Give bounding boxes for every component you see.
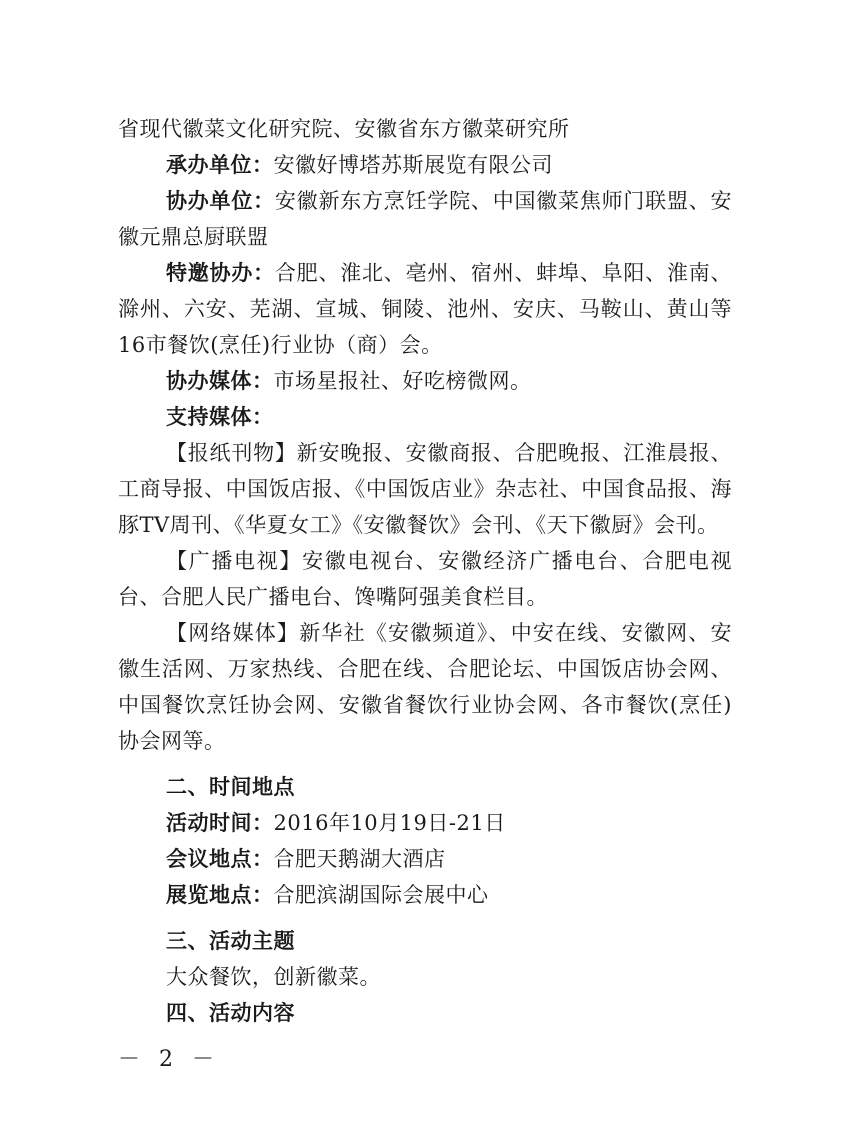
document-body xyxy=(118,111,732,1031)
event-time-value: 2016年10月19日-21日 xyxy=(273,811,506,835)
paragraph-special-co-organizer xyxy=(118,255,732,363)
expo-place-label: 展览地点： xyxy=(166,883,274,907)
section-heading-content: 四、活动内容 xyxy=(166,1001,295,1025)
section-heading-theme: 三、活动主题 xyxy=(166,929,295,953)
paragraph-support-media xyxy=(118,399,732,435)
paragraph-sponsor-continued: 省现代徽菜文化研究院、安徽省东方徽菜研究所 xyxy=(118,117,570,141)
paragraph-broadcast: 【广播电视】安徽电视台、安徽经济广播电台、合肥电视台、合肥人民广播电台、馋嘴阿强美食栏目。 xyxy=(118,549,732,609)
support-label: 支持媒体： xyxy=(166,405,274,429)
paragraph-co-media xyxy=(118,363,732,399)
paragraph-organizer xyxy=(118,147,732,183)
paragraph-meeting-place xyxy=(118,841,732,877)
media-value: 市场星报社、好吃榜微网。 xyxy=(273,369,532,393)
co-organizer-value: 安徽新东方烹饪学院、中国徽菜焦师门联盟、安徽元鼎总厨联盟 xyxy=(118,189,733,249)
section-heading-time-place: 二、时间地点 xyxy=(166,775,295,799)
paragraph-online-media: 【网络媒体】新华社《安徽频道》、中安在线、安徽网、安徽生活网、万家热线、合肥在线、合肥论坛、中国饭店协会网、中国餐饮烹饪协会网、安徽省餐饮行业协会网、各市餐饮(烹任)协会网等。 xyxy=(118,621,732,753)
event-time-label: 活动时间： xyxy=(166,811,274,835)
organizer-label: 承办单位： xyxy=(166,153,274,177)
paragraph-theme: 大众餐饮，创新徽菜。 xyxy=(166,965,381,989)
paragraph-event-time xyxy=(118,805,732,841)
expo-place-value: 合肥滨湖国际会展中心 xyxy=(273,883,489,907)
special-label: 特邀协办： xyxy=(166,261,275,285)
organizer-value: 安徽好博塔苏斯展览有限公司 xyxy=(273,153,553,177)
media-label: 协办媒体： xyxy=(166,369,274,393)
paragraph-co-organizer xyxy=(118,183,732,255)
paragraph-newspapers: 【报纸刊物】新安晚报、安徽商报、合肥晚报、江淮晨报、工商导报、中国饭店报、《中国饭店业》杂志社、中国食品报、海豚TV周刊、《华夏女工》《安徽餐饮》会刊、《天下徽厨》会刊。 xyxy=(118,441,732,537)
meeting-place-value: 合肥天鹅湖大酒店 xyxy=(273,847,446,871)
co-organizer-label: 协办单位： xyxy=(166,189,275,213)
page-number: － 2 － xyxy=(118,1047,220,1072)
special-value: 合肥、淮北、亳州、宿州、蚌埠、阜阳、淮南、滁州、六安、芜湖、宣城、铜陵、池州、安庆、马鞍山、黄山等16市餐饮(烹任)行业协（商）会。 xyxy=(118,261,733,357)
meeting-place-label: 会议地点： xyxy=(166,847,274,871)
paragraph-expo-place xyxy=(118,877,732,913)
